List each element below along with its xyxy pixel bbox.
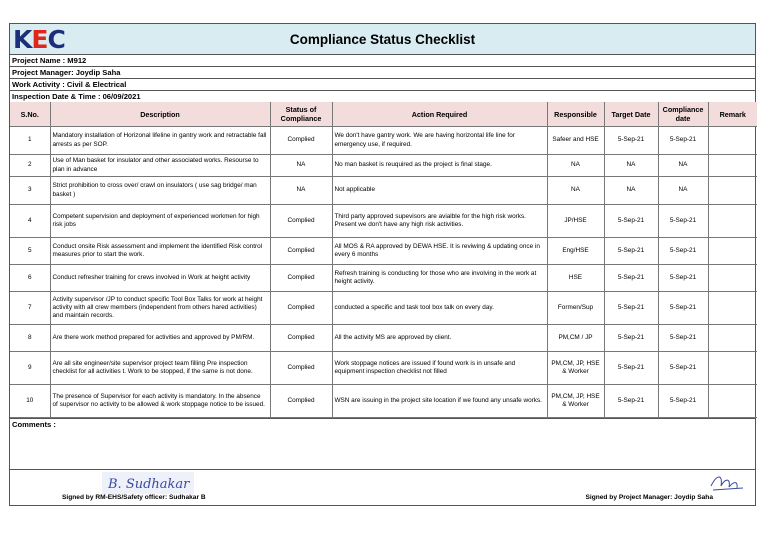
row-description: The presence of Supervisor for each activity is mandatory. In the absence of supervisor no activity to be allowed & work stoppage notice to be issued. xyxy=(50,385,270,418)
col-target-date: Target Date xyxy=(604,102,658,127)
row-remark xyxy=(708,205,757,238)
col-compliance-date: Compliance date xyxy=(658,102,708,127)
row-target-date: 5-Sep-21 xyxy=(604,292,658,325)
row-status: Complied xyxy=(270,265,332,292)
signature-left-icon xyxy=(102,472,194,494)
checklist-sheet xyxy=(9,23,756,506)
row-target-date: 5-Sep-21 xyxy=(604,265,658,292)
row-compliance-date: 5-Sep-21 xyxy=(658,205,708,238)
row-sno: 4 xyxy=(10,205,50,238)
work-activity: Work Activity : Civil & Electrical xyxy=(10,79,755,91)
row-responsible: Formen/Sup xyxy=(547,292,604,325)
compliance-table xyxy=(10,102,757,418)
table-header-row xyxy=(10,102,757,127)
row-sno: 8 xyxy=(10,325,50,352)
col-action: Action Required xyxy=(332,102,547,127)
svg-text:B. Sudhakar: B. Sudhakar xyxy=(108,477,190,492)
row-status: NA xyxy=(270,177,332,205)
row-remark xyxy=(708,265,757,292)
row-action: All MOS & RA approved by DEWA HSE. It is reviwing & updating once in every 6 months xyxy=(332,238,547,265)
row-target-date: 5-Sep-21 xyxy=(604,238,658,265)
row-action: No man basket is reuquired as the project is final stage. xyxy=(332,155,547,177)
col-description: Description xyxy=(50,102,270,127)
page-title: Compliance Status Checklist xyxy=(289,31,476,47)
row-target-date: 5-Sep-21 xyxy=(604,325,658,352)
table-row xyxy=(10,127,757,155)
row-description: Strict prohibition to cross over/ crawl on insulators ( use sag bridge/ man basket ) xyxy=(50,177,270,205)
row-target-date: NA xyxy=(604,177,658,205)
row-remark xyxy=(708,177,757,205)
signed-by-safety-officer: Signed by RM-EHS/Safety officer: Sudhakar B xyxy=(62,494,206,501)
row-description: Conduct refresher training for crews involved in Work at height activity xyxy=(50,265,270,292)
row-target-date: 5-Sep-21 xyxy=(604,205,658,238)
row-description: Competent supervision and deployment of experienced workmen for high risk jobs xyxy=(50,205,270,238)
row-sno: 9 xyxy=(10,352,50,385)
row-remark xyxy=(708,155,757,177)
table-row xyxy=(10,292,757,325)
row-responsible: NA xyxy=(547,177,604,205)
row-responsible: Eng/HSE xyxy=(547,238,604,265)
row-description: Are all site engineer/site supervisor project team filling Pre inspection checklist for all activities t. Work to be stopped, if the same is not done. xyxy=(50,352,270,385)
row-status: Complied xyxy=(270,127,332,155)
signature-row xyxy=(10,470,755,505)
row-status: Complied xyxy=(270,238,332,265)
row-remark xyxy=(708,238,757,265)
row-sno: 1 xyxy=(10,127,50,155)
row-description: Use of Man basket for insulator and other associated works. Resourse to plan in advance xyxy=(50,155,270,177)
row-responsible: Safeer and HSE xyxy=(547,127,604,155)
row-status: Complied xyxy=(270,385,332,418)
inspection-date: Inspection Date & Time : 06/09/2021 xyxy=(12,92,141,101)
table-row xyxy=(10,155,757,177)
table-row xyxy=(10,177,757,205)
row-sno: 5 xyxy=(10,238,50,265)
col-sno: S.No. xyxy=(10,102,50,127)
row-responsible: PM,CM, JP, HSE & Worker xyxy=(547,352,604,385)
row-target-date: 5-Sep-21 xyxy=(604,385,658,418)
row-action: Not applicable xyxy=(332,177,547,205)
row-remark xyxy=(708,127,757,155)
row-description: Are there work method prepared for activities and approved by PM/RM. xyxy=(50,325,270,352)
signature-right-icon xyxy=(707,472,747,494)
row-responsible: HSE xyxy=(547,265,604,292)
table-row xyxy=(10,265,757,292)
row-compliance-date: 5-Sep-21 xyxy=(658,325,708,352)
row-action: We don't have gantry work. We are having horizontal life line for emergency use, if required. xyxy=(332,127,547,155)
table-row xyxy=(10,205,757,238)
row-target-date: NA xyxy=(604,155,658,177)
row-compliance-date: NA xyxy=(658,155,708,177)
row-compliance-date: 5-Sep-21 xyxy=(658,238,708,265)
row-responsible: PM,CM, JP, HSE & Worker xyxy=(547,385,604,418)
table-row xyxy=(10,238,757,265)
row-remark xyxy=(708,352,757,385)
col-responsible: Responsible xyxy=(547,102,604,127)
row-compliance-date: 5-Sep-21 xyxy=(658,385,708,418)
row-responsible: JP/HSE xyxy=(547,205,604,238)
row-description: Mandatory installation of Horizonal lifeline in gantry work and retractable fall arrests as per SOP. xyxy=(50,127,270,155)
row-status: Complied xyxy=(270,352,332,385)
col-remark: Remark xyxy=(708,102,757,127)
row-responsible: NA xyxy=(547,155,604,177)
row-target-date: 5-Sep-21 xyxy=(604,127,658,155)
table-row xyxy=(10,385,757,418)
row-action: Refresh training is conducting for those who are involving in the work at height activity. xyxy=(332,265,547,292)
row-description: Activity supervisor /JP to conduct specific Tool Box Talks for work at height activity with all crew members (independent from others hared activities) and maintain records. xyxy=(50,292,270,325)
row-status: Complied xyxy=(270,205,332,238)
row-sno: 6 xyxy=(10,265,50,292)
title-bar xyxy=(10,24,755,55)
row-responsible: PM,CM / JP xyxy=(547,325,604,352)
row-action: All the activity MS are approved by client. xyxy=(332,325,547,352)
row-action: Third party approved supevisors are avialble for the high risk works. Present we don't have any high risk activities. xyxy=(332,205,547,238)
kec-logo: K E C xyxy=(13,24,65,54)
row-description: Conduct onsite Risk assessment and implement the identified Risk control measures prior to start the work. xyxy=(50,238,270,265)
row-action: Work stoppage notices are issued if found work is in unsafe and equipment inspection checklist not filled xyxy=(332,352,547,385)
col-status: Status of Compliance xyxy=(270,102,332,127)
row-sno: 10 xyxy=(10,385,50,418)
row-compliance-date: 5-Sep-21 xyxy=(658,265,708,292)
row-target-date: 5-Sep-21 xyxy=(604,352,658,385)
row-remark xyxy=(708,385,757,418)
signed-by-project-manager: Signed by Project Manager: Joydip Saha xyxy=(585,494,713,501)
row-sno: 7 xyxy=(10,292,50,325)
row-sno: 3 xyxy=(10,177,50,205)
row-status: Complied xyxy=(270,292,332,325)
row-compliance-date: 5-Sep-21 xyxy=(658,352,708,385)
project-name: Project Name : M912 xyxy=(10,55,755,67)
row-action: WSN are issuing in the project site location if we found any unsafe works. xyxy=(332,385,547,418)
row-sno: 2 xyxy=(10,155,50,177)
row-action: conducted a specific and task tool box talk on every day. xyxy=(332,292,547,325)
row-remark xyxy=(708,292,757,325)
comments-label: Comments : xyxy=(12,420,56,429)
row-status: NA xyxy=(270,155,332,177)
row-compliance-date: NA xyxy=(658,177,708,205)
row-compliance-date: 5-Sep-21 xyxy=(658,127,708,155)
row-status: Complied xyxy=(270,325,332,352)
table-row xyxy=(10,325,757,352)
project-manager: Project Manager: Joydip Saha xyxy=(10,67,755,79)
row-compliance-date: 5-Sep-21 xyxy=(658,292,708,325)
row-remark xyxy=(708,325,757,352)
comments-box xyxy=(10,418,755,470)
table-row xyxy=(10,352,757,385)
